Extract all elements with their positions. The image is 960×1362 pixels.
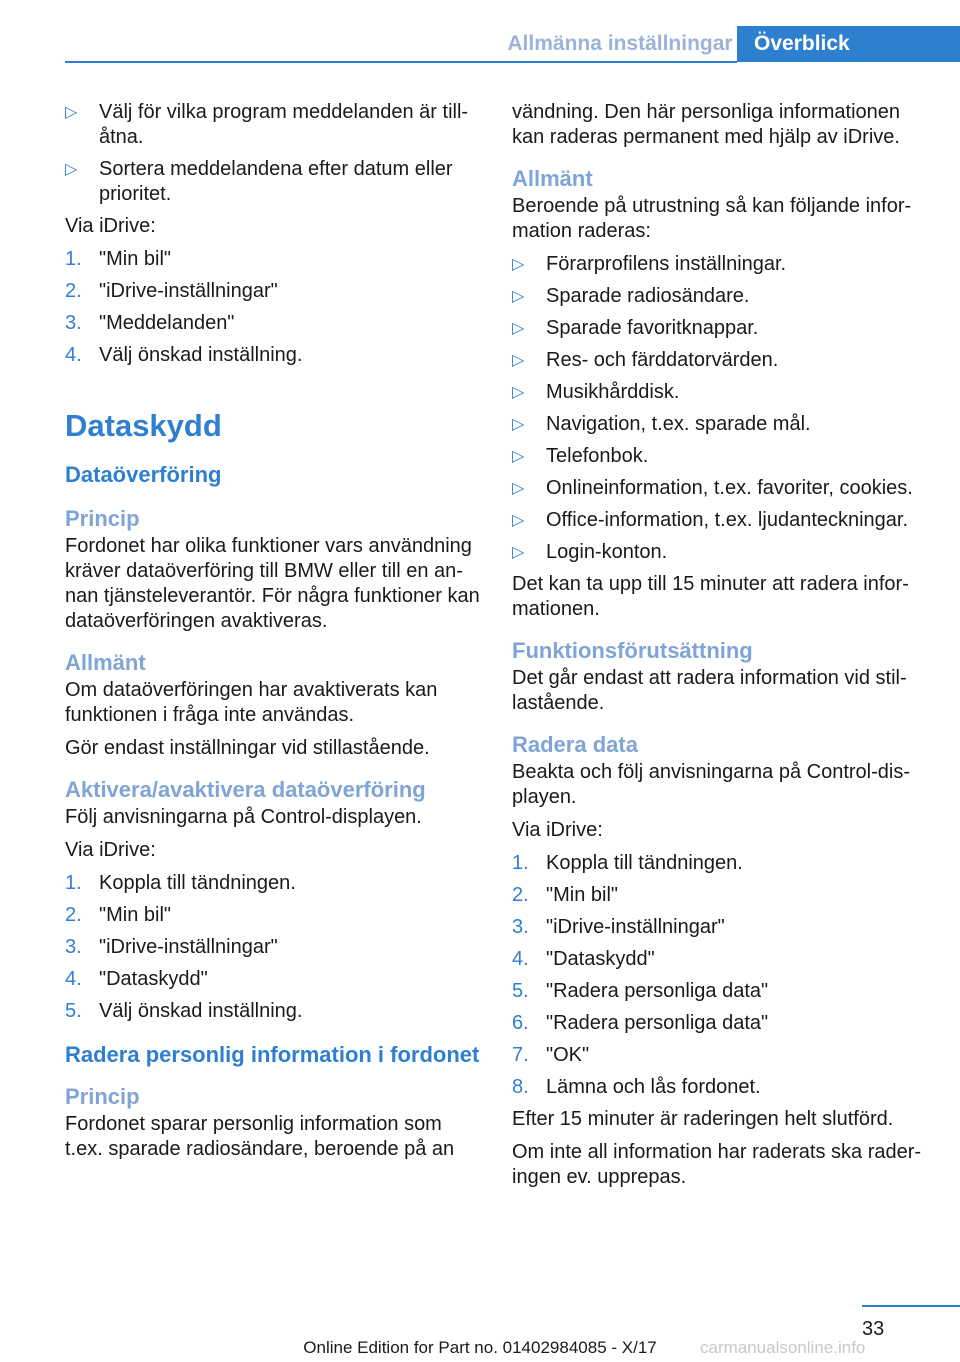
step-number: 2. xyxy=(512,884,529,906)
paragraph-sparar: Fordonet sparar personlig information som t.ex. sparade radiosändare, beroende på an xyxy=(65,1113,455,1160)
subheading-allmant: Allmänt xyxy=(512,166,593,191)
heading-radera-personlig: Radera personlig information i fordonet xyxy=(65,1042,480,1067)
left-column xyxy=(65,100,485,1170)
paragraph-15-minuter: Det kan ta upp till 15 minuter att radera informationen. xyxy=(512,573,909,620)
step-item xyxy=(65,343,485,368)
item-text: "OK" xyxy=(546,1044,590,1066)
bullet-item xyxy=(512,476,922,501)
item-text: Login-konton. xyxy=(546,541,668,563)
item-text: Lämna och lås fordonet. xyxy=(546,1076,761,1098)
bullet-item xyxy=(512,508,922,533)
step-number: 5. xyxy=(512,980,529,1002)
step-item xyxy=(512,1043,922,1068)
step-number: 2. xyxy=(65,280,82,302)
paragraph-princip: Fordonet har olika funktioner vars användning kräver dataöverföring till BMW eller till en annan tjänsteleverantör. För några funktioner kan dataöverföringen avaktiveras. xyxy=(65,535,480,632)
step-number: 3. xyxy=(65,936,82,958)
paragraph-stillastaende: Det går endast att radera information vid stillastående. xyxy=(512,667,907,714)
item-text: "Min bil" xyxy=(99,248,171,270)
step-number: 6. xyxy=(512,1012,529,1034)
watermark: carmanualsonline.info xyxy=(700,1338,866,1357)
step-number: 5. xyxy=(65,1000,82,1022)
item-text: "iDrive-inställningar" xyxy=(546,916,725,938)
step-item xyxy=(512,979,922,1004)
item-text: Välj önskad inställning. xyxy=(99,1000,303,1022)
subheading-radera-data: Radera data xyxy=(512,732,638,757)
intro-bullet-list xyxy=(65,100,485,207)
bullet-item xyxy=(65,100,485,150)
dataskydd-steps xyxy=(65,871,485,1024)
step-number: 7. xyxy=(512,1044,529,1066)
item-text: Navigation, t.ex. sparade mål. xyxy=(546,413,811,435)
footer-rule xyxy=(862,1305,960,1307)
edition-footer: Online Edition for Part no. 01402984085 - X/17 xyxy=(303,1338,657,1357)
item-text: Onlineinformation, t.ex. favoriter, cookies. xyxy=(546,477,913,499)
via-idrive-label: Via iDrive: xyxy=(65,215,156,237)
item-text: "Min bil" xyxy=(546,884,618,906)
page-number: 33 xyxy=(862,1318,885,1340)
via-idrive-label: Via iDrive: xyxy=(65,839,156,861)
item-text: Sortera meddelandena efter datum eller prioritet. xyxy=(99,158,453,205)
step-number: 3. xyxy=(65,312,82,334)
header-rule xyxy=(65,61,737,63)
right-column xyxy=(512,100,922,1198)
bullet-item xyxy=(512,412,922,437)
item-text: "Meddelanden" xyxy=(99,312,235,334)
bullet-triangle-icon: ▷ xyxy=(512,384,525,401)
step-item xyxy=(65,935,485,960)
item-text: Sparade favoritknappar. xyxy=(546,317,759,339)
item-text: "Dataskydd" xyxy=(99,968,208,990)
heading-dataoverforing: Dataöverföring xyxy=(65,462,222,487)
step-item xyxy=(512,1075,922,1100)
deletable-info-list xyxy=(512,252,922,565)
bullet-item xyxy=(512,444,922,469)
item-text: Sparade radiosändare. xyxy=(546,285,750,307)
chapter-tab: Överblick xyxy=(737,26,960,62)
step-item xyxy=(65,871,485,896)
step-number: 4. xyxy=(65,968,82,990)
bullet-item xyxy=(65,157,485,207)
item-text: Koppla till tändningen. xyxy=(99,872,296,894)
step-item xyxy=(65,903,485,928)
bullet-triangle-icon: ▷ xyxy=(512,544,525,561)
subheading-allmant: Allmänt xyxy=(65,650,146,675)
item-text: "Radera personliga data" xyxy=(546,980,769,1002)
item-text: Förarprofilens inställningar. xyxy=(546,253,787,275)
paragraph-slutford: Efter 15 minuter är raderingen helt slutförd. xyxy=(512,1108,894,1130)
step-number: 4. xyxy=(512,948,529,970)
paragraph-upprepas: Om inte all information har raderats ska raderingen ev. upprepas. xyxy=(512,1141,922,1188)
item-text: "iDrive-inställningar" xyxy=(99,936,278,958)
item-text: Telefonbok. xyxy=(546,445,649,467)
bullet-triangle-icon: ▷ xyxy=(512,352,525,369)
step-item xyxy=(65,279,485,304)
step-item xyxy=(65,967,485,992)
page-header xyxy=(0,0,960,62)
subheading-princip: Princip xyxy=(65,1084,140,1109)
bullet-triangle-icon: ▷ xyxy=(512,448,525,465)
paragraph-raderas: Beroende på utrustning så kan följande information raderas: xyxy=(512,195,912,242)
step-number: 1. xyxy=(65,872,82,894)
step-item xyxy=(512,915,922,940)
paragraph-continued: vändning. Den här personliga informationen kan raderas permanent med hjälp av iDrive. xyxy=(512,101,901,148)
bullet-triangle-icon: ▷ xyxy=(512,416,525,433)
step-number: 3. xyxy=(512,916,529,938)
bullet-triangle-icon: ▷ xyxy=(512,320,525,337)
item-text: Musikhårddisk. xyxy=(546,381,680,403)
bullet-triangle-icon: ▷ xyxy=(512,480,525,497)
item-text: Res- och färddatorvärden. xyxy=(546,349,779,371)
bullet-item xyxy=(512,316,922,341)
step-number: 8. xyxy=(512,1076,529,1098)
step-item xyxy=(65,999,485,1024)
heading-dataskydd: Dataskydd xyxy=(65,408,222,443)
item-text: Koppla till tändningen. xyxy=(546,852,743,874)
step-item xyxy=(65,311,485,336)
item-text: Office-information, t.ex. ljudanteckningar. xyxy=(546,509,909,531)
paragraph-anvisningar: Följ anvisningarna på Control-displayen. xyxy=(65,806,422,828)
subheading-princip: Princip xyxy=(65,506,140,531)
item-text: Välj för vilka program meddelanden är tillåtna. xyxy=(99,101,469,148)
bullet-item xyxy=(512,540,922,565)
subheading-aktivera: Aktivera/avaktivera dataöverföring xyxy=(65,777,426,802)
step-number: 1. xyxy=(65,248,82,270)
item-text: "iDrive-inställningar" xyxy=(99,280,278,302)
bullet-item xyxy=(512,252,922,277)
paragraph-allmant: Om dataöverföringen har avaktiverats kan funktionen i fråga inte användas. xyxy=(65,679,438,726)
bullet-triangle-icon: ▷ xyxy=(512,512,525,529)
bullet-item xyxy=(512,284,922,309)
step-item xyxy=(512,851,922,876)
bullet-item xyxy=(512,380,922,405)
item-text: Välj önskad inställning. xyxy=(99,344,303,366)
subheading-funktionsforutsattning: Funktionsförutsättning xyxy=(512,638,753,663)
paragraph-stillastaende: Gör endast inställningar vid stillastående. xyxy=(65,737,430,759)
step-number: 2. xyxy=(65,904,82,926)
bullet-triangle-icon: ▷ xyxy=(65,161,78,178)
step-item xyxy=(512,947,922,972)
step-number: 4. xyxy=(65,344,82,366)
section-title: Allmänna inställningar xyxy=(507,32,733,55)
step-number: 1. xyxy=(512,852,529,874)
item-text: "Dataskydd" xyxy=(546,948,655,970)
bullet-item xyxy=(512,348,922,373)
bullet-triangle-icon: ▷ xyxy=(512,288,525,305)
radera-steps xyxy=(512,851,922,1100)
item-text: "Min bil" xyxy=(99,904,171,926)
bullet-triangle-icon: ▷ xyxy=(512,256,525,273)
paragraph-control-display: Beakta och följ anvisningarna på Control-displayen. xyxy=(512,761,911,808)
step-item xyxy=(512,883,922,908)
via-idrive-label: Via iDrive: xyxy=(512,819,603,841)
item-text: "Radera personliga data" xyxy=(546,1012,769,1034)
step-item xyxy=(512,1011,922,1036)
bullet-triangle-icon: ▷ xyxy=(65,104,78,121)
step-item xyxy=(65,247,485,272)
message-steps xyxy=(65,247,485,368)
